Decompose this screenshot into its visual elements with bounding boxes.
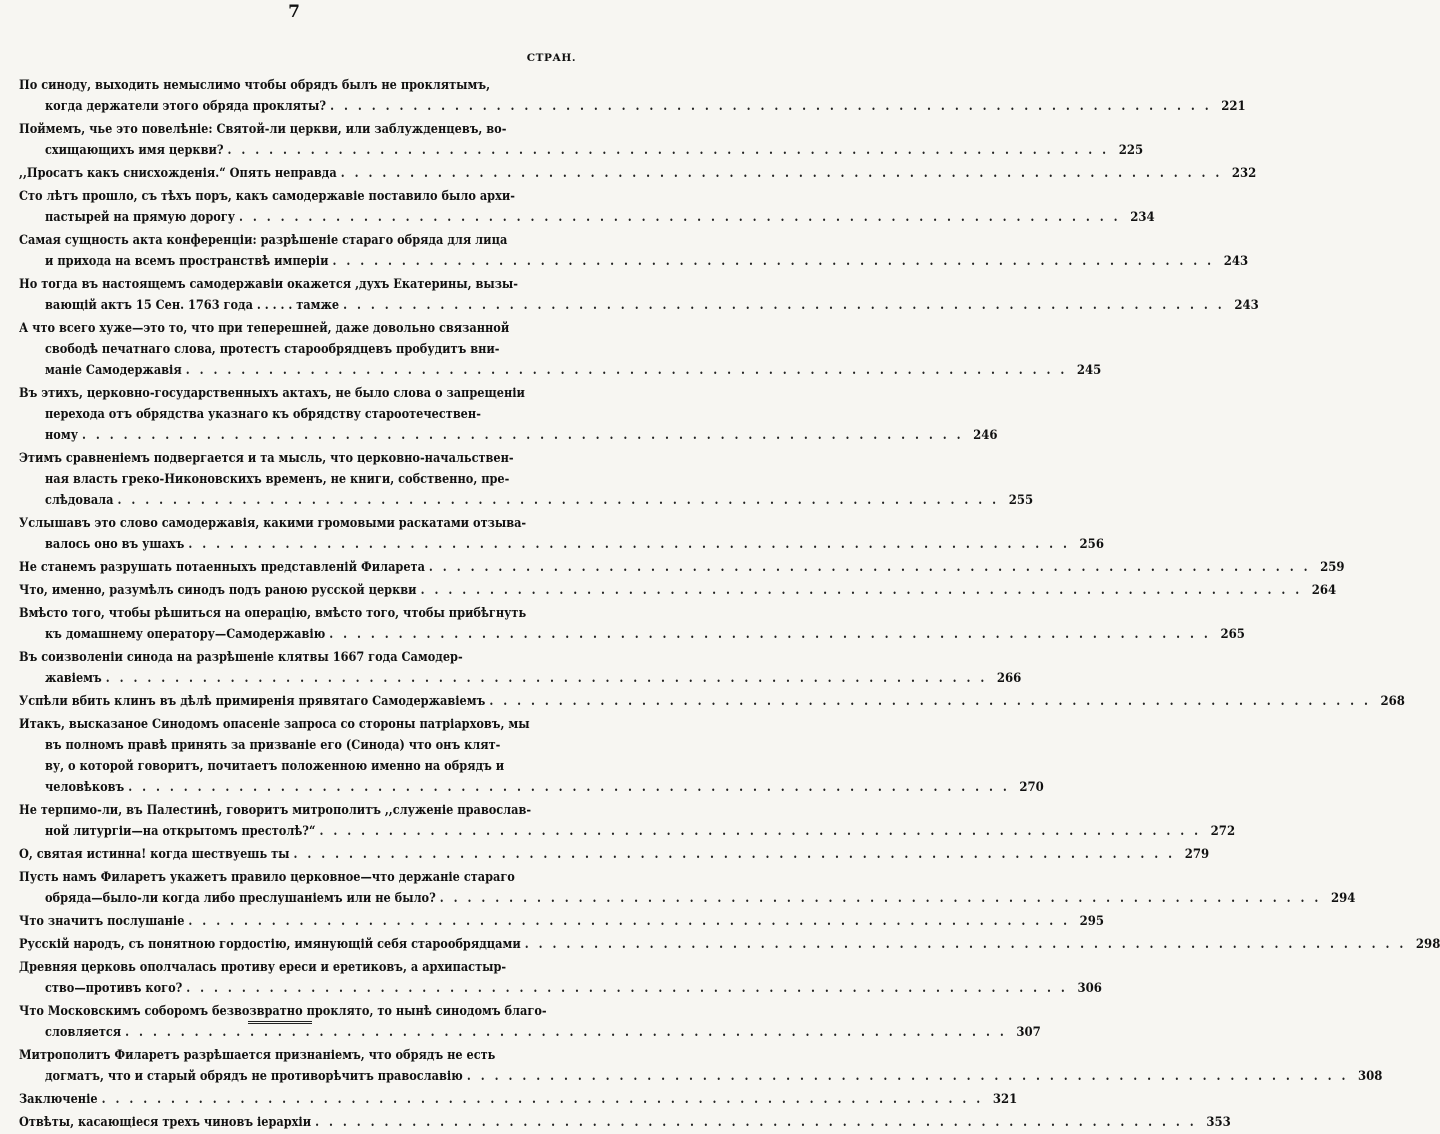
toc-entry-line [19, 1065, 1383, 1086]
dot-leader [341, 162, 1223, 183]
toc-entry-line [19, 646, 576, 667]
dot-leader [118, 489, 1000, 510]
dot-leader [489, 690, 1371, 711]
toc-page-number: 265 [1220, 627, 1245, 642]
toc-entry-line [19, 118, 576, 139]
toc-entry-text: ной литургіи—на открытомъ престолѣ?“ [45, 823, 316, 838]
toc-entry-text: ство—противъ кого? [45, 980, 183, 995]
toc-entry-line [19, 1021, 1041, 1042]
toc-entry-text: Итакъ, высказаное Синодомъ опасеніе запроса со стороны патріарховъ, мы [19, 716, 530, 731]
toc-entry-line [19, 273, 576, 294]
toc-entry-line [19, 512, 576, 533]
toc-entry-line [19, 533, 1104, 554]
toc-entry [19, 646, 1022, 688]
toc-entry [19, 910, 1105, 931]
toc-entry-text: схищающихъ имя церкви? [45, 142, 224, 157]
toc-page-number: 298 [1415, 937, 1440, 952]
dot-leader [228, 139, 1110, 160]
dot-leader [294, 843, 1176, 864]
toc-entry-line [19, 468, 576, 489]
toc-entry [19, 713, 1044, 797]
toc-entry-line [19, 447, 576, 468]
toc-entry-text: маніе Самодержавія [45, 362, 182, 377]
toc-entry [19, 273, 1259, 315]
toc-entry-text: вающій актъ 15 Сен. 1763 года . . . . . тамже [45, 297, 340, 312]
dot-leader [186, 359, 1068, 380]
toc-entry-line [19, 294, 1259, 315]
toc-page-number: 307 [1016, 1025, 1041, 1040]
toc-entry [19, 317, 1102, 380]
toc-entry [19, 1111, 1231, 1132]
toc-entry-text: Успѣли вбить клинъ въ дѣлѣ примиренія прявятаго Самодержавіемъ [19, 693, 486, 708]
toc-entry-line [19, 910, 1105, 931]
toc-page-number: 256 [1079, 537, 1104, 552]
toc-page-number: 270 [1019, 780, 1044, 795]
toc-entry-text: Заключеніе [19, 1091, 98, 1106]
toc-page-number: 266 [996, 671, 1022, 686]
toc-entry-text: О, святая истинна! когда шествуешь ты [19, 846, 290, 861]
toc-entry [19, 1044, 1383, 1086]
toc-entry [19, 556, 1345, 577]
toc-entry-line [19, 820, 1236, 841]
toc-page-number: 255 [1008, 493, 1034, 508]
dot-leader [429, 556, 1311, 577]
dot-leader [128, 776, 1010, 797]
toc-entry-line [19, 1088, 1018, 1109]
toc-entry-text: ву, о которой говоритъ, почитаетъ положенною именно на обрядъ и [45, 758, 505, 773]
toc-entry-line [19, 579, 1337, 600]
toc-entry-line [19, 734, 576, 755]
toc-entry [19, 118, 1144, 160]
toc-entry-line [19, 317, 576, 338]
dot-leader [421, 579, 1303, 600]
toc-entry-line [19, 602, 576, 623]
toc-entry-text: Въ соизволеніи синода на разрѣшеніе клятвы 1667 года Самодер- [19, 649, 463, 664]
toc-entry-text: ная власть греко-Никоновскихъ временъ, не книги, собственно, пре- [45, 471, 510, 486]
toc-entry-line [19, 799, 576, 820]
toc-entry-line [19, 95, 1246, 116]
toc-entry-line [19, 956, 576, 977]
toc-entry-text: и прихода на всемъ пространствѣ имперіи [45, 253, 329, 268]
toc-entry-text: къ домашнему оператору—Самодержавію [45, 626, 326, 641]
toc-entry-text: Что Московскимъ соборомъ безвозвратно проклято, то нынѣ синодомъ благо- [19, 1003, 547, 1018]
toc-entry-line [19, 74, 576, 95]
toc-entry-text: догматъ, что и старый обрядъ не противорѣчитъ православію [45, 1068, 463, 1083]
toc-page-number: 246 [973, 428, 998, 443]
toc-entry-text: Не станемъ разрушать потаенныхъ представленій Филарета [19, 559, 425, 574]
toc-entry-text: Услышавъ это слово самодержавія, какими громовыми раскатами отзыва- [19, 515, 527, 530]
toc-entry-text: Древняя церковь ополчалась противу ереси и еретиковъ, а архипастыр- [19, 959, 507, 974]
toc-entry [19, 602, 1245, 644]
dot-leader [102, 1088, 984, 1109]
toc-entry-text: перехода отъ обрядства указнаго къ обрядству староотечествен- [45, 406, 481, 421]
toc-page-number: 308 [1358, 1069, 1383, 1084]
toc-page-number: 264 [1311, 583, 1337, 598]
toc-entry-text: слѣдовала [45, 492, 114, 507]
toc-entry [19, 74, 1246, 116]
toc-entry-text: человѣковъ [45, 779, 125, 794]
toc-entry-text: Не терпимо-ли, въ Палестинѣ, говоритъ митрополитъ ,,служеніе православ- [19, 802, 532, 817]
page-column-header: СТРАН. [526, 52, 576, 64]
toc-page-number: 279 [1184, 847, 1210, 862]
toc-entry-line [19, 1111, 1231, 1132]
toc-entry-text: словляется [45, 1024, 122, 1039]
toc-entry-line [19, 556, 1345, 577]
toc-entry-line [19, 424, 998, 445]
toc-entry-text: Но тогда въ настоящемъ самодержавіи окажется ,духъ Екатерины, вызы- [19, 276, 518, 291]
toc-entry-line [19, 713, 576, 734]
dot-leader [319, 820, 1201, 841]
toc-entry-text: По синоду, выходить немыслимо чтобы обрядъ былъ не проклятымъ, [19, 77, 491, 92]
toc-entry-line [19, 403, 576, 424]
toc-entry-line [19, 229, 576, 250]
toc-entry [19, 956, 1102, 998]
toc-entry-text: свободѣ печатнаго слова, протестъ старообрядцевъ пробудитъ вни- [45, 341, 500, 356]
toc-page-number: 225 [1118, 143, 1144, 158]
toc-entry-text: Отвѣты, касающіеся трехъ чиновъ іерархіи [19, 1114, 312, 1129]
toc-page-number: 272 [1210, 824, 1236, 839]
toc-entry-text: Въ этихъ, церковно-государственныхъ актахъ, не было слова о запрещеніи [19, 385, 525, 400]
toc-entry-line [19, 206, 1155, 227]
toc-entry-text: въ полномъ правѣ принять за призваніе его (Синода) что онъ клят- [45, 737, 501, 752]
toc-entry [19, 1088, 1018, 1109]
toc-entry [19, 799, 1236, 841]
toc-entry-line [19, 977, 1102, 998]
dot-leader [525, 933, 1407, 954]
dot-leader [188, 533, 1070, 554]
toc-page-number: 306 [1077, 981, 1102, 996]
toc-entry-line [19, 690, 1405, 711]
toc-entry-line [19, 776, 1044, 797]
toc-entry-line [19, 1000, 576, 1021]
toc-entry-line [19, 359, 1102, 380]
dot-leader [106, 667, 988, 688]
toc-entry [19, 933, 1440, 954]
toc-entry-line [19, 250, 1249, 271]
toc-entry-text: Самая сущность акта конференціи: разрѣшеніе стараго обряда для лица [19, 232, 508, 247]
dot-leader [125, 1021, 1007, 1042]
dot-leader [329, 623, 1211, 644]
toc-entry [19, 229, 1249, 271]
toc-page-number: 259 [1320, 560, 1345, 575]
toc-page-number: 268 [1380, 694, 1405, 709]
toc-entry-text: ,,Просатъ какъ снисхожденія.“ Опять неправда [19, 165, 337, 180]
toc-entry-text: Что, именно, разумѣлъ синодъ подъ раною русской церкви [19, 582, 417, 597]
toc-entry-text: Митрополитъ Филаретъ разрѣшается признаніемъ, что обрядъ не есть [19, 1047, 496, 1062]
toc-entry-line [19, 382, 576, 403]
toc-entry-text: ному [45, 427, 78, 442]
toc-entry-text: Русскій народъ, съ понятною гордостію, имянующій себя старообрядцами [19, 936, 521, 951]
toc-entry-line [19, 755, 576, 776]
dot-leader [186, 977, 1068, 998]
toc-entry-line [19, 1044, 576, 1065]
toc-entry-text: Этимъ сравненіемъ подвергается и та мысль, что церковно-начальствен- [19, 450, 514, 465]
toc-entry-line [19, 139, 1144, 160]
toc-entry-text: пастырей на прямую дорогу [45, 209, 235, 224]
toc-page-number: 234 [1130, 210, 1155, 225]
toc-page-number: 353 [1206, 1115, 1231, 1130]
toc-entry [19, 382, 998, 445]
toc-entry-text: А что всего хуже—это то, что при теперешней, даже довольно связанной [19, 320, 510, 335]
toc-page-number: 232 [1231, 166, 1257, 181]
toc-entry [19, 512, 1104, 554]
toc-entry [19, 447, 1034, 510]
toc-entry-line [19, 667, 1022, 688]
toc-entry-line [19, 933, 1440, 954]
dot-leader [333, 250, 1215, 271]
toc-entry [19, 162, 1257, 183]
toc-entry-text: Что значитъ послушаніе [19, 913, 185, 928]
toc-entry [19, 866, 1356, 908]
toc-entry-line [19, 489, 1034, 510]
dot-leader [330, 95, 1212, 116]
toc-entry-line [19, 843, 1210, 864]
table-of-contents [19, 74, 1440, 1134]
toc-entry [19, 579, 1337, 600]
dot-leader [188, 910, 1070, 931]
toc-entry-line [19, 866, 576, 887]
toc-entry-line [19, 623, 1245, 644]
toc-entry-line [19, 162, 1257, 183]
toc-page-number: 294 [1330, 891, 1356, 906]
toc-entry-text: жавіемъ [45, 670, 102, 685]
toc-entry-text: валось оно въ ушахъ [45, 536, 185, 551]
toc-page-number: 295 [1079, 914, 1105, 929]
dot-leader [440, 887, 1322, 908]
toc-page-number: 321 [992, 1092, 1018, 1107]
toc-entry-text: обряда—было-ли когда либо преслушаніемъ или не было? [45, 890, 436, 905]
toc-page-number: 243 [1223, 254, 1249, 269]
toc-entry-text: Вмѣсто того, чтобы рѣшиться на операцію, вмѣсто того, чтобы прибѣгнуть [19, 605, 527, 620]
dot-leader [82, 424, 964, 445]
toc-entry [19, 690, 1405, 711]
dot-leader [239, 206, 1121, 227]
toc-page-number: 221 [1221, 99, 1246, 114]
toc-entry-line [19, 338, 576, 359]
toc-entry [19, 843, 1210, 864]
toc-entry-text: Пусть намъ Филаретъ укажетъ правило церковное—что держаніе стараго [19, 869, 515, 884]
closing-rule [248, 1021, 312, 1024]
dot-leader [467, 1065, 1349, 1086]
toc-page-number: 245 [1076, 363, 1102, 378]
dot-leader [315, 1111, 1197, 1132]
toc-entry-text: когда держатели этого обряда прокляты? [45, 98, 327, 113]
dot-leader [343, 294, 1225, 315]
toc-entry [19, 185, 1155, 227]
page-number: 7 [288, 2, 300, 22]
toc-entry-line [19, 887, 1356, 908]
toc-page-number: 243 [1234, 298, 1259, 313]
toc-entry-text: Поймемъ, чье это повелѣніе: Святой-ли церкви, или заблужденцевъ, во- [19, 121, 507, 136]
toc-entry-text: Сто лѣтъ прошло, съ тѣхъ поръ, какъ самодержавіе поставило было архи- [19, 188, 515, 203]
toc-entry-line [19, 185, 576, 206]
